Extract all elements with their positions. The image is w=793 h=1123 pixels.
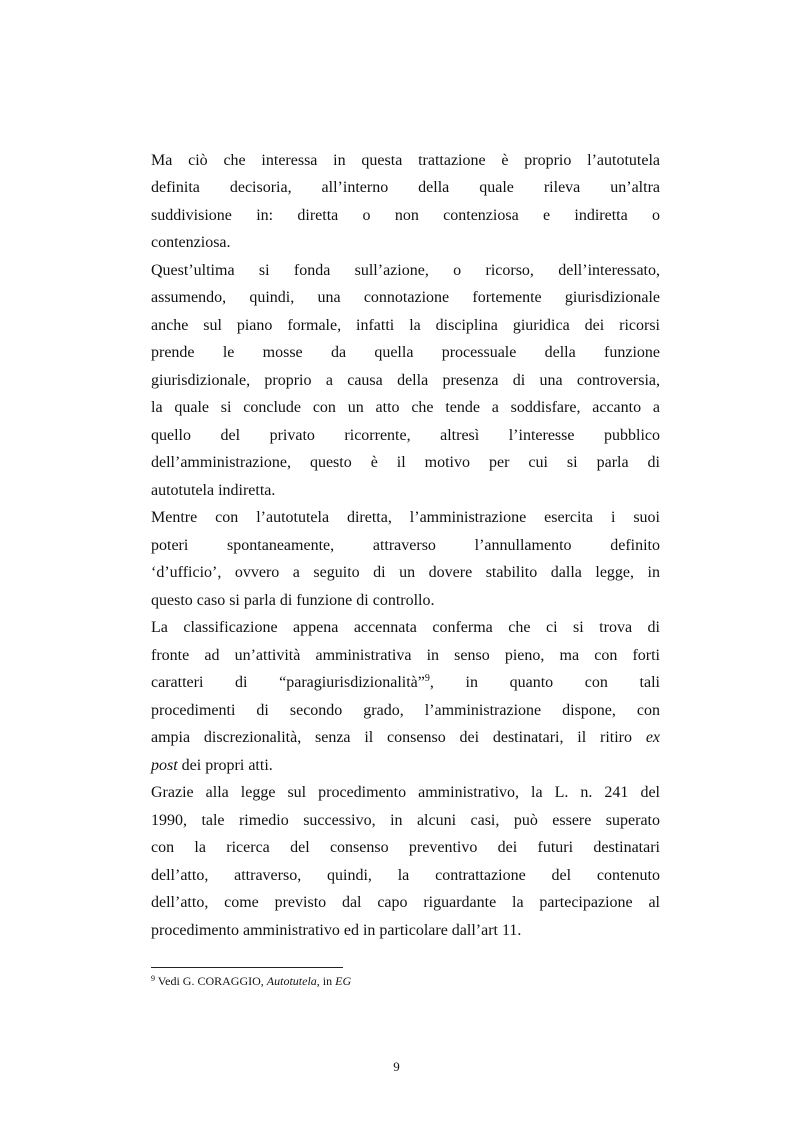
paragraph-line: anche sul piano formale, infatti la disciplina giuridica dei ricorsi <box>151 317 660 334</box>
footnote <box>151 974 351 988</box>
paragraph-line: dell’atto, come previsto dal capo riguardante la partecipazione al <box>151 894 660 911</box>
paragraph-line: dell’atto, attraverso, quindi, la contrattazione del contenuto <box>151 867 660 884</box>
footnote-number: 9 <box>151 974 155 983</box>
paragraph-line: procedimenti di secondo grado, l’amministrazione dispone, con <box>151 702 660 719</box>
footnote-italic-title: Autotutela <box>266 974 317 988</box>
page-number: 9 <box>393 1059 400 1074</box>
paragraph-line <box>151 756 660 776</box>
paragraph-line: Mentre con l’autotutela diretta, l’amministrazione esercita i suoi <box>151 509 660 526</box>
paragraph-line: con la ricerca del consenso preventivo dei futuri destinatari <box>151 839 660 856</box>
line-text: dei propri atti. <box>177 757 273 774</box>
paragraph-line: Quest’ultima si fonda sull’azione, o ricorso, dell’interessato, <box>151 262 660 279</box>
paragraph-line <box>151 673 660 693</box>
paragraph-line: ‘d’ufficio’, ovvero a seguito di un dovere stabilito dalla legge, in <box>151 564 660 581</box>
paragraph-line: definita decisoria, all’interno della quale rileva un’altra <box>151 179 660 196</box>
paragraph-line: autotutela indiretta. <box>151 482 276 499</box>
paragraph-line: questo caso si parla di funzione di controllo. <box>151 592 435 609</box>
footnote-reference[interactable]: 9 <box>424 673 430 684</box>
paragraph-line: dell’amministrazione, questo è il motivo per cui si parla di <box>151 454 660 471</box>
paragraph-line: quello del privato ricorrente, altresì l’interesse pubblico <box>151 427 660 444</box>
line-text: caratteri di “paragiurisdizionalità” <box>151 674 425 691</box>
italic-text: post <box>151 757 178 774</box>
footnote-italic-source: EG <box>335 974 352 988</box>
paragraph-line: procedimento amministrativo ed in particolare dall’art 11. <box>151 922 522 939</box>
paragraph-line: poteri spontaneamente, attraverso l’annullamento definito <box>151 537 660 554</box>
paragraph-line: 1990, tale rimedio successivo, in alcuni casi, può essere superato <box>151 812 660 829</box>
paragraph-line: La classificazione appena accennata conferma che ci si trova di <box>151 619 660 636</box>
paragraph-line: la quale si conclude con un atto che tende a soddisfare, accanto a <box>151 399 660 416</box>
footnote-text: , in <box>316 974 336 988</box>
paragraph-line: prende le mosse da quella processuale della funzione <box>151 344 660 361</box>
paragraph-line: Ma ciò che interessa in questa trattazione è proprio l’autotutela <box>151 152 660 169</box>
paragraph-line: fronte ad un’attività amministrativa in senso pieno, ma con forti <box>151 647 660 664</box>
italic-text: ex <box>645 729 661 746</box>
line-text: ampia discrezionalità, senza il consenso dei destinatari, il ritiro <box>151 729 632 746</box>
paragraph-line: suddivisione in: diretta o non contenziosa e indiretta o <box>151 207 660 224</box>
paragraph-line: Grazie alla legge sul procedimento amministrativo, la L. n. 241 del <box>151 784 660 801</box>
paragraph-line: contenziosa. <box>151 234 231 251</box>
line-text: , in quanto con tali <box>429 674 660 691</box>
footnote-text: Vedi G. CORAGGIO, <box>155 974 267 988</box>
paragraph-line: assumendo, quindi, una connotazione fortemente giurisdizionale <box>151 289 660 306</box>
footnote-separator <box>151 967 343 968</box>
paragraph-line: giurisdizionale, proprio a causa della presenza di una controversia, <box>151 372 660 389</box>
paragraph-line <box>151 728 660 748</box>
